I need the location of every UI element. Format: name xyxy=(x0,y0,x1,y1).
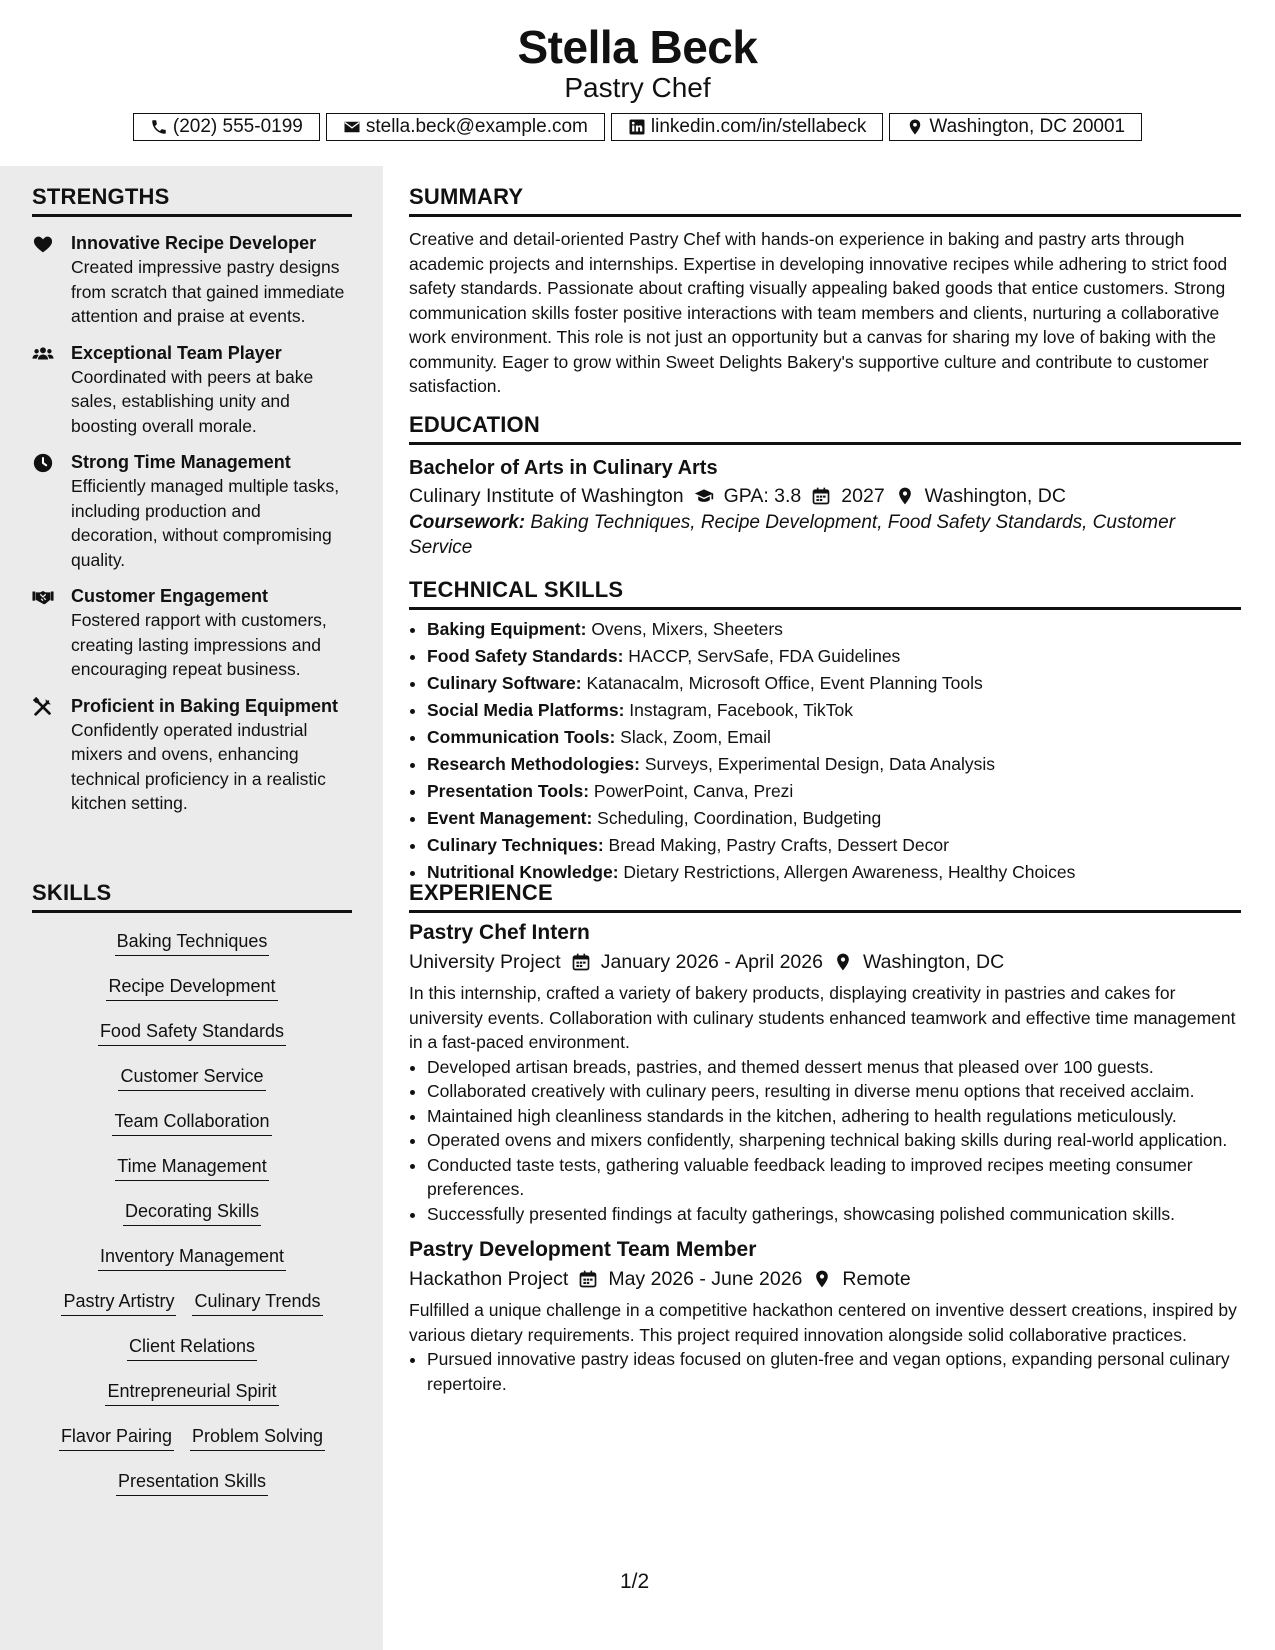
job-dates: May 2026 - June 2026 xyxy=(608,1268,803,1290)
strength-item xyxy=(32,231,352,329)
contact-bar xyxy=(0,113,1275,141)
technical-skills-section xyxy=(409,577,1241,886)
strengths-heading: STRENGTHS xyxy=(32,184,352,217)
list-item xyxy=(427,751,1241,778)
skill-label: Event Management: xyxy=(427,808,593,828)
list-item: • Pursued innovative pastry ideas focused on gluten-free and vegan options, expanding personal culinary repertoire. xyxy=(427,1347,1241,1396)
coursework xyxy=(409,511,1241,560)
list-item: • Maintained high cleanliness standards in the kitchen, adhering to health regulations meticulously. xyxy=(427,1104,1241,1129)
strength-desc: Fostered rapport with customers, creating lasting impressions and encouraging repeat business. xyxy=(71,610,327,679)
skill-tag: Inventory Management xyxy=(98,1242,286,1271)
job-entry xyxy=(409,919,1241,1226)
email-text: stella.beck@example.com xyxy=(365,116,588,137)
school-name: Culinary Institute of Washington xyxy=(409,485,684,507)
strength-title: Exceptional Team Player xyxy=(71,342,282,363)
envelope-icon xyxy=(343,118,361,136)
list-item: • Collaborated creatively with culinary peers, resulting in diverse menu options that received acclaim. xyxy=(427,1079,1241,1104)
skill-tag: Presentation Skills xyxy=(116,1467,268,1496)
strength-item xyxy=(32,341,352,439)
skill-tag: Pastry Artistry xyxy=(61,1287,176,1316)
strength-item xyxy=(32,694,352,816)
skill-tag: Baking Techniques xyxy=(115,927,270,956)
skill-label: Baking Equipment: xyxy=(427,619,587,639)
skill-tag: Team Collaboration xyxy=(112,1107,271,1136)
job-location: Washington, DC xyxy=(862,951,1005,973)
job-org: Hackathon Project xyxy=(409,1268,569,1290)
skill-value: Slack, Zoom, Email xyxy=(615,727,771,747)
technical-skills-list xyxy=(409,616,1241,886)
list-item: • Successfully presented findings at faculty gatherings, showcasing polished communication skills. xyxy=(427,1202,1241,1227)
job-description: Fulfilled a unique challenge in a competitive hackathon centered on inventive dessert creations, inspired by various dietary requirements. This project required innovation alongside solid collaborative practices. xyxy=(409,1300,1237,1345)
list-item xyxy=(427,697,1241,724)
calendar-icon xyxy=(571,952,591,972)
skill-label: Communication Tools: xyxy=(427,727,616,747)
candidate-name: Stella Beck xyxy=(517,21,758,73)
skill-tag: Entrepreneurial Spirit xyxy=(105,1377,278,1406)
list-item xyxy=(427,778,1241,805)
skill-tag: Decorating Skills xyxy=(123,1197,261,1226)
coursework-label: Coursework: xyxy=(409,512,526,533)
job-entry xyxy=(409,1236,1241,1396)
skill-label: Social Media Platforms: xyxy=(427,700,625,720)
coursework-list: Baking Techniques, Recipe Development, Food Safety Standards, Customer Service xyxy=(409,512,1176,558)
sidebar xyxy=(0,166,383,1650)
job-title: Pastry Chef Intern xyxy=(409,921,590,944)
summary-heading: SUMMARY xyxy=(409,184,1241,217)
experience-heading: EXPERIENCE xyxy=(409,880,1241,913)
skills-heading: SKILLS xyxy=(32,880,352,913)
candidate-title: Pastry Chef xyxy=(564,72,711,103)
experience-section xyxy=(409,880,1241,1396)
map-pin-icon xyxy=(895,486,915,506)
graduation-cap-icon xyxy=(694,486,714,506)
contact-phone[interactable] xyxy=(133,113,320,141)
skill-label: Culinary Software: xyxy=(427,673,582,693)
skill-value: HACCP, ServSafe, FDA Guidelines xyxy=(623,646,901,666)
map-pin-icon xyxy=(812,1269,832,1289)
list-item: • Developed artisan breads, pastries, and themed dessert menus that pleased over 100 guests. xyxy=(427,1055,1241,1080)
list-item xyxy=(427,832,1241,859)
job-description: In this internship, crafted a variety of bakery products, displaying creativity in pastries and cakes for university events. Collaboration with culinary students enhanced teamwork and effective time management in a fast-paced environment. xyxy=(409,983,1236,1052)
users-icon xyxy=(32,343,54,365)
job-org: University Project xyxy=(409,951,561,973)
education-section xyxy=(409,412,1241,560)
education-heading: EDUCATION xyxy=(409,412,1241,445)
strength-title: Strong Time Management xyxy=(71,452,291,472)
list-item: • Conducted taste tests, gathering valuable feedback leading to improved recipes meeting consumer preferences. xyxy=(427,1153,1241,1202)
strength-title: Customer Engagement xyxy=(71,586,269,606)
skill-label: Presentation Tools: xyxy=(427,781,590,801)
education-meta xyxy=(409,481,1241,511)
map-pin-icon xyxy=(833,952,853,972)
skill-tag: Problem Solving xyxy=(190,1422,325,1451)
skill-label: Nutritional Knowledge: xyxy=(427,862,619,882)
calendar-icon xyxy=(811,486,831,506)
heart-icon xyxy=(32,233,54,255)
list-item xyxy=(427,616,1241,643)
skill-value: Bread Making, Pastry Crafts, Dessert Decor xyxy=(603,835,949,855)
job-location: Remote xyxy=(842,1268,911,1290)
summary-section xyxy=(409,184,1241,399)
list-item xyxy=(427,670,1241,697)
phone-icon xyxy=(150,118,168,136)
degree-title: Bachelor of Arts in Culinary Arts xyxy=(409,457,718,479)
skills-list xyxy=(32,921,352,1506)
skill-tag: Recipe Development xyxy=(106,972,277,1001)
contact-email[interactable] xyxy=(326,113,605,141)
skills-section xyxy=(32,880,352,1506)
strength-desc: Confidently operated industrial mixers and ovens, enhancing technical proficiency in a realistic kitchen setting. xyxy=(71,719,326,813)
gpa: GPA: 3.8 xyxy=(723,485,802,507)
skill-tag: Flavor Pairing xyxy=(59,1422,174,1451)
contact-location xyxy=(889,113,1142,141)
linkedin-icon xyxy=(628,118,646,136)
skill-label: Food Safety Standards: xyxy=(427,646,624,666)
skill-label: Culinary Techniques: xyxy=(427,835,604,855)
resume-header xyxy=(0,0,1275,166)
graduation-year: 2027 xyxy=(841,485,885,507)
skill-value: Surveys, Experimental Design, Data Analysis xyxy=(639,754,995,774)
education-location: Washington, DC xyxy=(924,485,1066,507)
job-bullets xyxy=(409,1347,1241,1396)
skill-label: Research Methodologies: xyxy=(427,754,640,774)
skill-value: Katanacalm, Microsoft Office, Event Planning Tools xyxy=(581,673,983,693)
clock-icon xyxy=(32,452,54,474)
skill-tag: Time Management xyxy=(115,1152,268,1181)
strength-desc: Coordinated with peers at bake sales, establishing unity and boosting overall morale. xyxy=(71,366,314,436)
contact-linkedin[interactable] xyxy=(611,113,883,141)
strength-title: Innovative Recipe Developer xyxy=(71,233,317,253)
skill-tag: Client Relations xyxy=(127,1332,257,1361)
strength-item xyxy=(32,450,352,572)
skill-value: Ovens, Mixers, Sheeters xyxy=(586,619,783,639)
summary-text: Creative and detail-oriented Pastry Chef with hands-on experience in baking and pastry arts through academic projects and internships. Expertise in developing innovative recipes while adhering to strict food safety standards. Passionate about crafting visually appealing baked goods that entice customers. Strong communication skills foster positive interactions with team members and clients, nurturing a collaborative work environment. This role is not just an opportunity but a canvas for sharing my love of baking with the community. Eager to grow within Sweet Delights Bakery's supportive culture and contribute to customer satisfaction. xyxy=(409,229,1228,396)
linkedin-text: linkedin.com/in/stellabeck xyxy=(650,116,867,137)
location-text: Washington, DC 20001 xyxy=(929,116,1126,137)
strength-title: Proficient in Baking Equipment xyxy=(71,695,339,716)
strengths-section xyxy=(32,184,352,816)
skill-value: Scheduling, Coordination, Budgeting xyxy=(592,808,882,828)
list-item xyxy=(427,724,1241,751)
handshake-icon xyxy=(32,586,54,608)
job-title: Pastry Development Team Member xyxy=(409,1238,757,1261)
strength-desc: Created impressive pastry designs from scratch that gained immediate attention and praise at events. xyxy=(71,257,345,326)
calendar-icon xyxy=(578,1269,598,1289)
job-meta xyxy=(409,1264,1241,1294)
skill-value: Dietary Restrictions, Allergen Awareness, Healthy Choices xyxy=(618,862,1076,882)
job-meta xyxy=(409,947,1241,977)
phone-text: (202) 555-0199 xyxy=(172,116,303,137)
list-item xyxy=(427,643,1241,670)
strength-item xyxy=(32,584,352,682)
map-pin-icon xyxy=(906,118,924,136)
skill-value: Instagram, Facebook, TikTok xyxy=(624,700,853,720)
technical-skills-heading: TECHNICAL SKILLS xyxy=(409,577,1241,610)
tools-icon xyxy=(32,696,54,718)
job-dates: January 2026 - April 2026 xyxy=(600,951,823,973)
skill-tag: Culinary Trends xyxy=(192,1287,322,1316)
page-number: 1/2 xyxy=(620,1570,650,1593)
skill-tag: Food Safety Standards xyxy=(98,1017,286,1046)
strength-desc: Efficiently managed multiple tasks, including production and decoration, without compromising quality. xyxy=(71,476,340,570)
list-item xyxy=(427,805,1241,832)
list-item: • Operated ovens and mixers confidently, sharpening technical baking skills during real-world application. xyxy=(427,1128,1241,1153)
job-bullets xyxy=(409,1055,1241,1227)
skill-value: PowerPoint, Canva, Prezi xyxy=(589,781,794,801)
skill-tag: Customer Service xyxy=(118,1062,265,1091)
